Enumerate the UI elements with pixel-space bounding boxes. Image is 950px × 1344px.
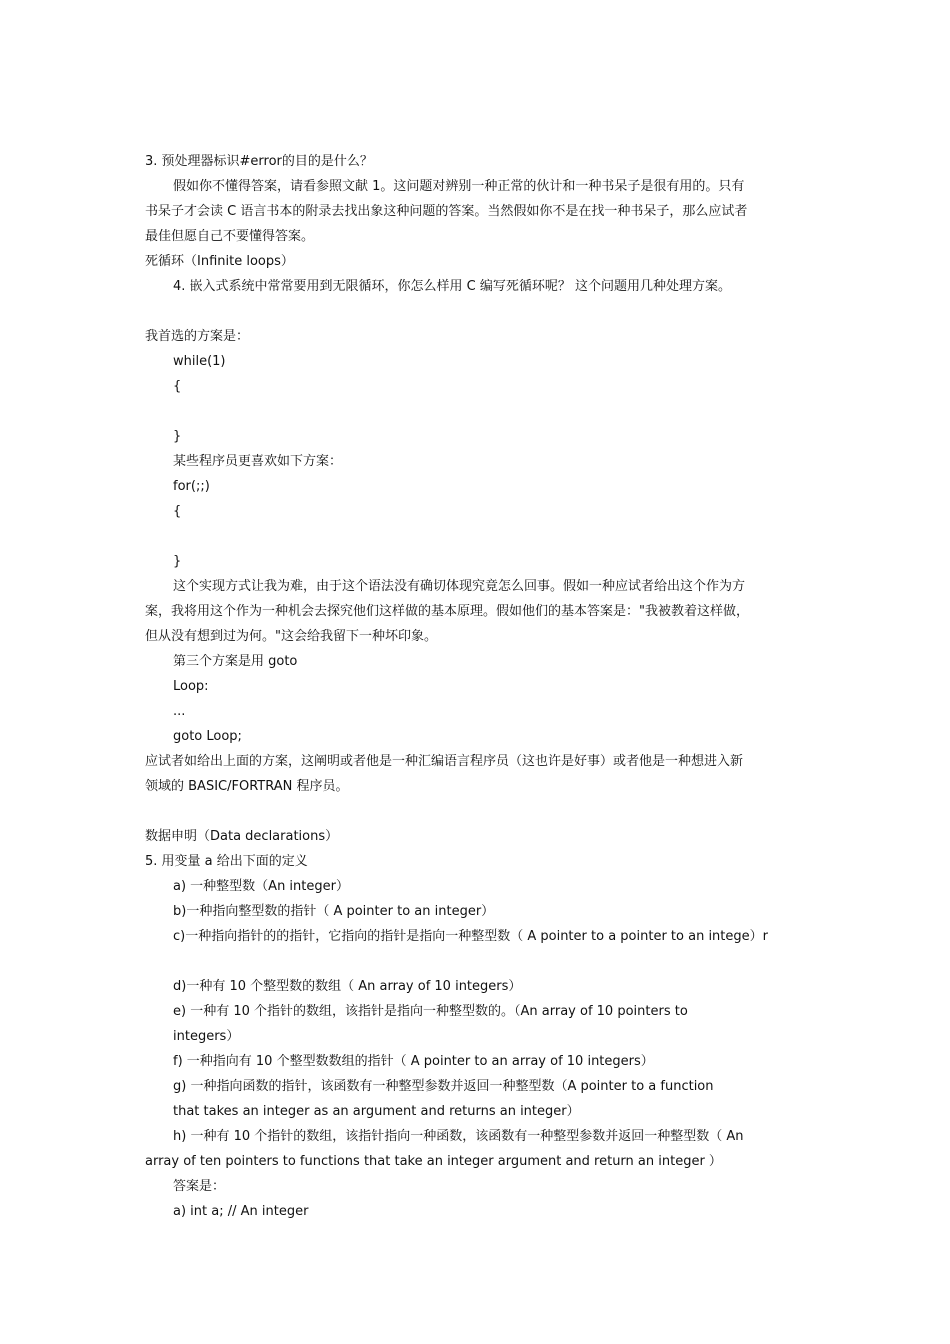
paragraph-line: 领域的 BASIC/FORTRAN 程序员。 <box>145 779 349 794</box>
paragraph-line: 假如你不懂得答案，请看参照文献 1。这问题对辨别一种正常的伙计和一种书呆子是很有用的。只有 <box>173 179 745 194</box>
code-line: Loop: <box>173 679 209 694</box>
question-4-heading: 4. 嵌入式系统中常常要用到无限循环，你怎么样用 C 编写死循环呢？ 这个问题用几种处理方案。 <box>173 279 732 294</box>
code-line: } <box>173 429 182 444</box>
code-line: } <box>173 554 182 569</box>
code-line: while(1) <box>173 354 226 369</box>
code-line: ... <box>173 704 186 719</box>
question-3-heading: 3. 预处理器标识#error的目的是什么？ <box>145 154 373 169</box>
answer-heading: 答案是： <box>173 1179 226 1194</box>
code-line: for(;;) <box>173 479 210 494</box>
paragraph-line: 最佳但愿自己不要懂得答案。 <box>145 229 315 244</box>
list-item: g) 一种指向函数的指针，该函数有一种整型参数并返回一种整型数（A pointer to a function <box>173 1079 714 1094</box>
code-line: { <box>173 379 182 394</box>
list-item: b)一种指向整型数的指针（ A pointer to an integer） <box>173 904 495 919</box>
paragraph-line: 这个实现方式让我为难，由于这个语法没有确切体现究竟怎么回事。假如一种应试者给出这个作为方 <box>173 579 746 594</box>
list-item: e) 一种有 10 个指针的数组，该指针是指向一种整型数的。（An array of 10 pointers to <box>173 1004 688 1019</box>
paragraph-line: 第三个方案是用 goto <box>173 654 298 669</box>
section-heading-infinite-loops: 死循环（Infinite loops） <box>145 254 294 269</box>
list-item: a) 一种整型数（An integer） <box>173 879 349 894</box>
answer-line: a) int a; // An integer <box>173 1204 309 1219</box>
list-item-continuation: integers） <box>173 1029 240 1044</box>
paragraph-line: 应试者如给出上面的方案，这阐明或者他是一种汇编语言程序员（这也许是好事）或者他是一种想进入新 <box>145 754 744 769</box>
section-heading-data-declarations: 数据申明（Data declarations） <box>145 829 339 844</box>
question-5-heading: 5. 用变量 a 给出下面的定义 <box>145 854 308 869</box>
paragraph-line: 案，我将用这个作为一种机会去探究他们这样做的基本原理。假如他们的基本答案是："我被教着这样做， <box>145 604 749 619</box>
list-item: h) 一种有 10 个指针的数组，该指针指向一种函数，该函数有一种整型参数并返回一种整型数（ An <box>173 1129 744 1144</box>
paragraph-line: 但从没有想到过为何。"这会给我留下一种坏印象。 <box>145 629 437 644</box>
list-item-continuation: that takes an integer as an argument and returns an integer） <box>173 1104 580 1119</box>
list-item: c)一种指向指针的的指针，它指向的指针是指向一种整型数（ A pointer to a pointer to an intege）r <box>173 929 768 944</box>
code-line: goto Loop; <box>173 729 242 744</box>
list-item: d)一种有 10 个整型数的数组（ An array of 10 integers） <box>173 979 522 994</box>
paragraph-line: 我首选的方案是： <box>145 329 250 344</box>
paragraph-line: 书呆子才会读 C 语言书本的附录去找出象这种问题的答案。当然假如你不是在找一种书呆子，那么应试者 <box>145 204 748 219</box>
code-line: { <box>173 504 182 519</box>
list-item: f) 一种指向有 10 个整型数数组的指针（ A pointer to an array of 10 integers） <box>173 1054 654 1069</box>
list-item-continuation: array of ten pointers to functions that take an integer argument and return an integer ） <box>145 1154 722 1169</box>
paragraph-line: 某些程序员更喜欢如下方案： <box>173 454 343 469</box>
